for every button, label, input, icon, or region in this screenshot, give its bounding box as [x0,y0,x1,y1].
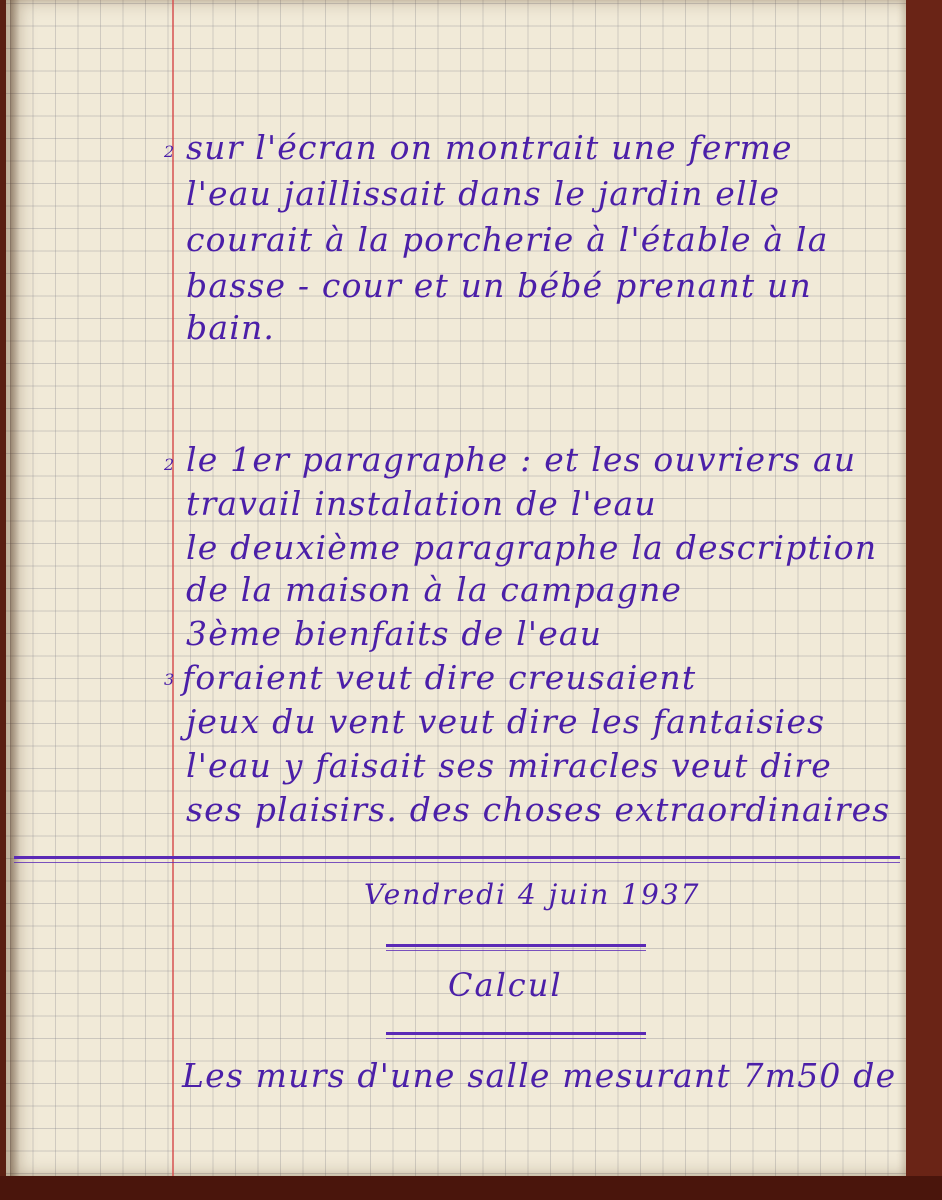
section-1-line-2: l'eau jaillissait dans le jardin elle [186,174,781,213]
section-1-line-5: bain. [186,308,276,347]
section-2-line-2: travail instalation de l'eau [186,484,657,523]
subject-rule-bottom [386,1032,646,1035]
section-2-number: 2 [164,455,175,474]
section-3-number: 3 [164,670,175,689]
section-3-line-2: jeux du vent veut dire les fantaisies [186,702,826,741]
problem-line: Les murs d'une salle mesurant 7m50 de [182,1056,897,1095]
subject-heading: Calcul [448,966,563,1004]
notebook-page [6,0,906,1176]
margin-line [172,0,174,1176]
section-1-number: 2 [164,142,175,161]
subject-rule-bottom-thin [386,1038,646,1039]
section-2-line-3: le deuxième paragraphe la description [186,528,878,567]
subject-rule-top [386,944,646,947]
page-edge-shadow [906,0,942,1176]
section-2-line-4: de la maison à la campagne [186,570,683,609]
section-2-line-5: 3ème bienfaits de l'eau [186,614,603,653]
subject-rule-top-thin [386,950,646,951]
section-3-line-4: ses plaisirs. des choses extraordinaires [186,790,891,829]
date-heading: Vendredi 4 juin 1937 [364,878,701,911]
section-1-line-4: basse - cour et un bébé prenant un [186,266,812,305]
section-1-line-1: sur l'écran on montrait une ferme [186,128,793,167]
divider-rule-bottom [14,862,900,863]
bottom-background [0,1176,942,1200]
binding-edge [10,0,20,1176]
section-3-line-1: foraient veut dire creusaient [182,658,697,697]
section-1-line-3: courait à la porcherie à l'étable à la [186,220,829,259]
divider-rule-top [14,856,900,859]
section-3-line-3: l'eau y faisait ses miracles veut dire [186,746,832,785]
section-2-line-1: le 1er paragraphe : et les ouvriers au [186,440,857,479]
